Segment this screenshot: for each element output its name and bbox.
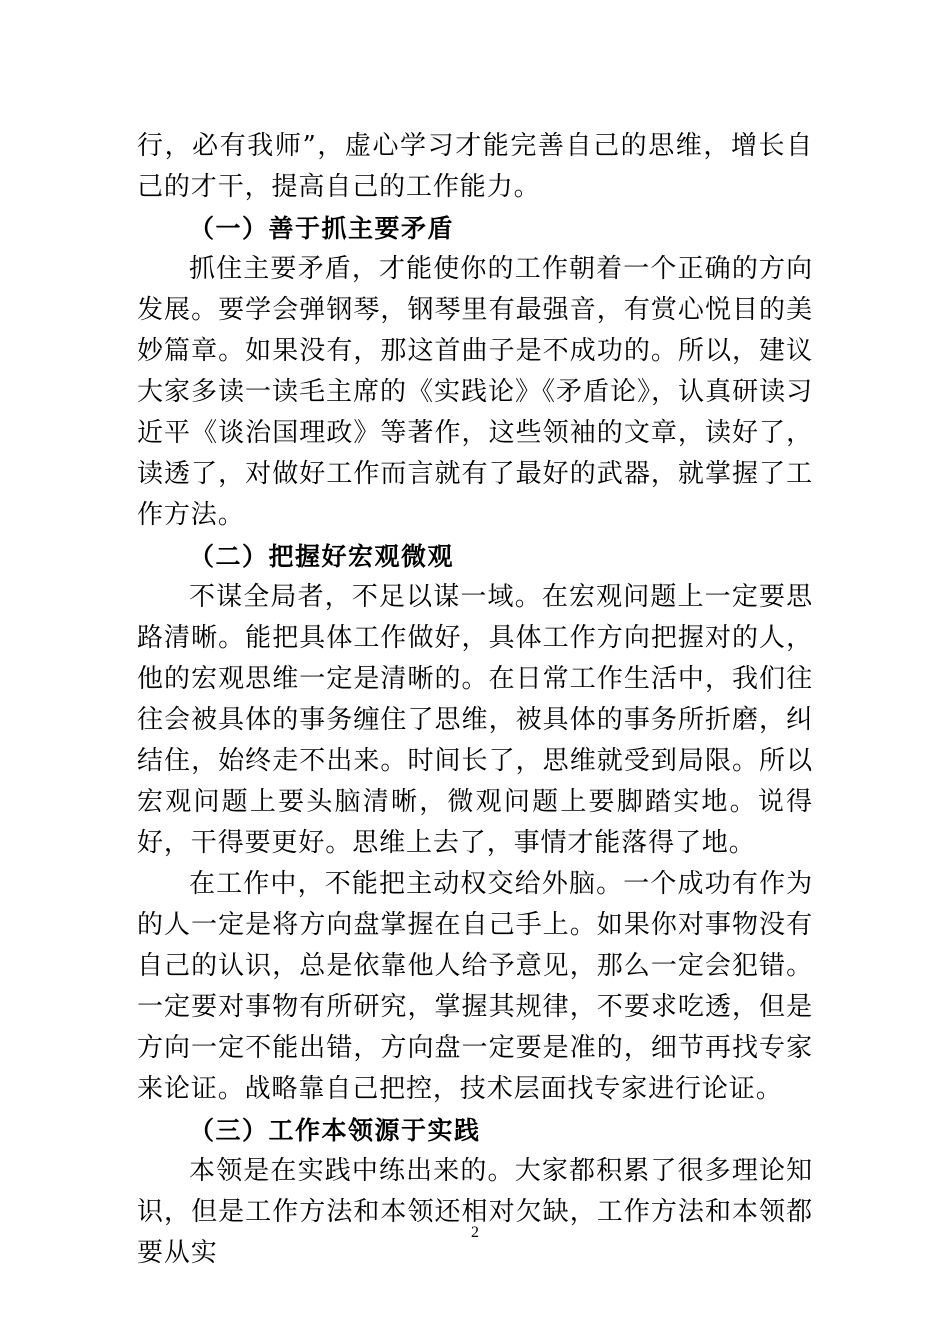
paragraph-continuation: 行，必有我师”，虚心学习才能完善自己的思维，增长自己的才干，提高自己的工作能力。 bbox=[137, 131, 813, 202]
paragraph-section-2b: 在工作中，不能把主动权交给外脑。一个成功有作为的人一定是将方向盘掌握在自己手上。如果你对事物没有自己的认识，总是依靠他人给予意见，那么一定会犯错。一定要对事物有所研究，掌握其规律，不要求吃透，但是方向一定不能出错，方向盘一定要是准的，细节再找专家来论证。战略靠自己把控，技术层面找专家进行论证。 bbox=[137, 869, 813, 1104]
page-number: 2 bbox=[471, 1224, 479, 1241]
document-body bbox=[137, 126, 813, 1274]
paragraph-section-3: 本领是在实践中练出来的。大家都积累了很多理论知识，但是工作方法和本领还相对欠缺，工作方法和本领都要从实 bbox=[137, 1156, 813, 1268]
section-heading-1: （一）善于抓主要矛盾 bbox=[189, 214, 455, 243]
paragraph-section-2a: 不谋全局者，不足以谋一域。在宏观问题上一定要思路清晰。能把具体工作做好，具体工作方向把握对的人，他的宏观思维一定是清晰的。在日常工作生活中，我们往往会被具体的事务缠住了思维，被具体的事务所折磨，纠结住，始终走不出来。时间长了，思维就受到局限。所以宏观问题上要头脑清晰，微观问题上要脚踏实地。说得好，干得要更好。思维上去了，事情才能落得了地。 bbox=[137, 582, 813, 858]
section-heading-2: （二）把握好宏观微观 bbox=[189, 542, 455, 571]
section-heading-3: （三）工作本领源于实践 bbox=[189, 1116, 481, 1145]
paragraph-section-1: 抓住主要矛盾，才能使你的工作朝着一个正确的方向发展。要学会弹钢琴，钢琴里有最强音，有赏心悦目的美妙篇章。如果没有，那这首曲子是不成功的。所以，建议大家多读一读毛主席的《实践论》《矛盾论》，认真研读习近平《谈治国理政》等著作，这些领袖的文章，读好了，读透了，对做好工作而言就有了最好的武器，就掌握了工作方法。 bbox=[137, 254, 813, 530]
